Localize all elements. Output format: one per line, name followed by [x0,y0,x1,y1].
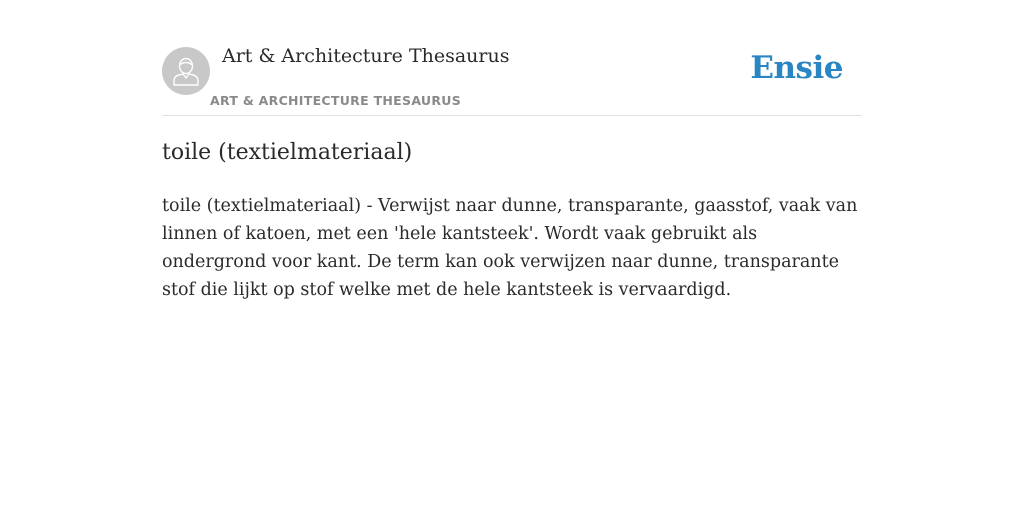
entry-card [162,0,862,300]
user-avatar-icon [172,56,200,86]
entry-header [162,0,862,116]
avatar[interactable] [162,47,210,95]
ensie-logo[interactable]: Ensie [750,50,843,86]
author-category-link[interactable]: ART & ARCHITECTURE THESAURUS [210,93,462,108]
entry-definition: toile (textielmateriaal) - Verwijst naar dunne, transparante, gaasstof, vaak van linnen of katoen, met een 'hele kantsteek'. Wordt vaak gebruikt als ondergrond voor kant. De term kan ook verwijzen naar dunne, transparante stof die lijkt op stof welke met de hele kantsteek is vervaardigd. [162,196,858,300]
entry-title: toile (textielmateriaal) [162,140,413,165]
author-name-link[interactable]: Art & Architecture Thesaurus [222,45,510,67]
